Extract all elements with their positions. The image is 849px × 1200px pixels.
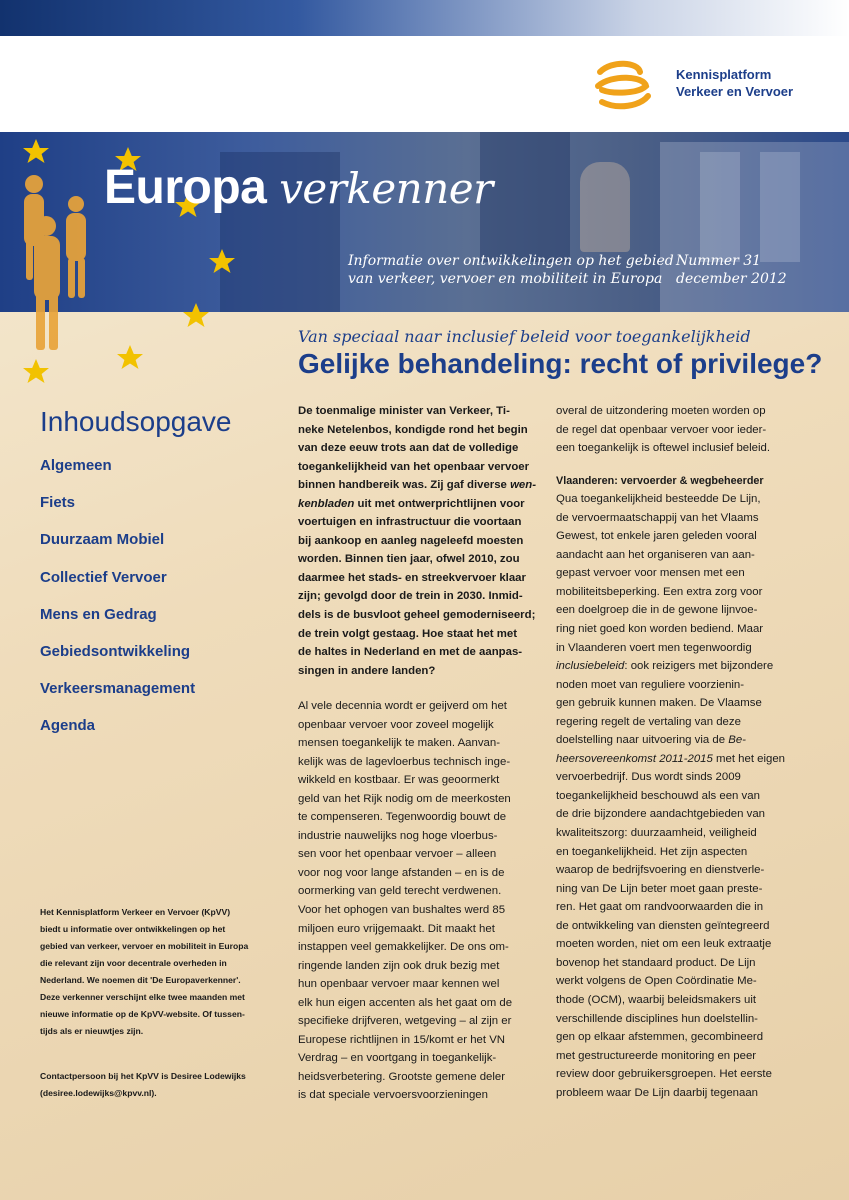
body-line: de ontwikkeling van diensten geïntegreerd	[556, 919, 770, 932]
body-line: inclusiebeleid: ook reizigers met bijzondere	[556, 660, 774, 673]
body-line: gepast vervoer voor mensen met een	[556, 567, 745, 580]
intro-line: De toenmalige minister van Verkeer, Ti-	[298, 405, 510, 417]
body-line: gen op elkaar afstemmen, gecombineerd	[556, 1031, 764, 1044]
body-line: industrie nauwelijks nog hoge vloerbus-	[298, 829, 498, 842]
toc-item-duurzaam-mobiel[interactable]: Duurzaam Mobiel	[40, 531, 165, 548]
body-line: toegankelijkheid beschouwd als een van	[556, 789, 760, 802]
body-line: hun openbaar vervoer maar kennen wel	[298, 978, 500, 991]
intro-line: kenbladen uit met ontwerprichtlijnen voor	[298, 497, 525, 510]
about-line: die relevant zijn voor decentrale overheden in	[40, 958, 227, 968]
emphasis: wen-	[510, 479, 537, 492]
emphasis: kenbladen	[298, 497, 355, 510]
body-line: mensen toegankelijk te maken. Aanvan-	[298, 737, 500, 750]
body-line: ren. Het gaat om randvoorwaarden die in	[556, 901, 764, 914]
about-line: Deze verkenner verschijnt elke twee maanden met	[40, 992, 245, 1002]
intro-line: worden. Binnen tien jaar, ofwel 2010, zou	[298, 553, 520, 566]
body-line: thode (OCM), waarbij beleidsmakers uit	[556, 993, 757, 1006]
body-line: kwaliteitszorg: duurzaamheid, veiligheid	[556, 827, 757, 840]
star-icon	[117, 345, 143, 369]
article-column-2	[556, 402, 816, 1102]
body-line: heersovereenkomst 2011-2015 met het eigen	[556, 752, 786, 765]
contact-email[interactable]: (desiree.lodewijks@kpvv.nl).	[40, 1088, 157, 1098]
article-intro	[298, 402, 538, 680]
intro-line: dels is de busvloot geheel gemoderniseerd;	[298, 609, 536, 622]
contact-info	[40, 1068, 285, 1102]
body-line: vervoerbedrijf. Dus wordt sinds 2009	[556, 771, 741, 784]
section-subheading: Vlaanderen: vervoerder & wegbeheerder	[556, 474, 764, 487]
issue-info	[676, 252, 787, 288]
toc-item-gebiedsontwikkeling[interactable]: Gebiedsontwikkeling	[40, 643, 191, 660]
subtitle	[348, 252, 674, 288]
body-line: werkt volgens de Open Coördinatie Me-	[556, 975, 757, 988]
star-icon	[209, 249, 235, 273]
body-line: een doelgroep die in de gewone lijnvoe-	[556, 604, 758, 617]
emphasis: inclusiebeleid	[556, 660, 625, 673]
toc-item-mens-en-gedrag[interactable]: Mens en Gedrag	[40, 606, 157, 623]
body-line: te compenseren. Tegenwoordig bouwt de	[298, 811, 507, 824]
toc-title: Inhoudsopgave	[40, 406, 232, 437]
toc-item-algemeen[interactable]: Algemeen	[40, 457, 112, 474]
body-line: aandacht aan het organiseren van aan-	[556, 548, 755, 561]
about-line: Het Kennisplatform Verkeer en Vervoer (KpVV)	[40, 907, 231, 917]
about-line: nieuwe informatie op de KpVV-website. Of tussen-	[40, 1009, 245, 1019]
body-line: Al vele decennia wordt er geijverd om het	[298, 700, 507, 712]
article-title: Gelijke behandeling: recht of privilege?	[298, 348, 823, 379]
intro-line: de haltes in Nederland en met de aanpas-	[298, 646, 523, 659]
body-line: Qua toegankelijkheid besteedde De Lijn,	[556, 493, 761, 506]
body-line: een toegankelijk is oftewel inclusief beleid.	[556, 442, 771, 455]
contact-line: Contactpersoon bij het KpVV is Desiree Lodewijks	[40, 1071, 246, 1081]
body-line: de vervoermaatschappij van het Vlaams	[556, 511, 759, 524]
body-line: specifieke drijfveren, wetgeving – al zijn er	[298, 1015, 512, 1028]
issue-date: december 2012	[676, 271, 787, 287]
brand-title	[104, 160, 493, 215]
body-line: is dat speciale vervoersvoorzieningen	[298, 1089, 488, 1102]
body-line: heidsverbetering. Grootste gemene deler	[298, 1070, 506, 1083]
intro-line: neke Netelenbos, kondigde rond het begin	[298, 423, 528, 436]
body-line: regering regelt de vertaling van deze	[556, 715, 741, 728]
body-line: wikkeld en kostbaar. Er was geoormerkt	[298, 774, 500, 787]
about-line: tijds als er nieuwtjes zijn.	[40, 1026, 144, 1036]
body-line: miljoen euro vrijgemaakt. Dit maakt het	[298, 922, 495, 935]
brand-italic: verkenner	[279, 164, 493, 213]
toc-item-verkeersmanagement[interactable]: Verkeersmanagement	[40, 680, 196, 697]
body-line: met gestructureerde monitoring en peer	[556, 1049, 757, 1062]
body-line: Europese richtlijnen in 15/komt er het VN	[298, 1033, 506, 1046]
about-line: gebied van verkeer, vervoer en mobiliteit in Europa	[40, 941, 249, 951]
body-line: mobiliteitsbeperking. Een extra zorg voor	[556, 585, 763, 598]
intro-line: singen in andere landen?	[298, 664, 436, 677]
body-line: doelstelling naar uitvoering via de Be-	[556, 734, 746, 747]
toc-item-collectief-vervoer[interactable]: Collectief Vervoer	[40, 569, 167, 586]
body-line: oormerking van geld terecht verdwenen.	[298, 885, 502, 898]
body-line: overal de uitzondering moeten worden op	[556, 405, 766, 417]
about-line: biedt u informatie over ontwikkelingen op het	[40, 924, 226, 934]
body-line: Verdrag – en voortgang in toegankelijk-	[298, 1052, 497, 1065]
body-line: kelijk was de lagevloerbus technisch inge-	[298, 755, 511, 768]
subtitle-line2: van verkeer, vervoer en mobiliteit in Europa	[348, 271, 663, 287]
intro-line: toegankelijkheid van het openbaar vervoer	[298, 460, 530, 473]
body-line: noden moet van reguliere voorzienin-	[556, 678, 745, 691]
intro-line: zijn; gevolgd door de trein in 2030. Inmid-	[298, 590, 523, 603]
body-line: gen gebruik kunnen maken. De Vlaamse	[556, 697, 762, 710]
body-line: probleem waar De Lijn daarbij tegenaan	[556, 1086, 758, 1099]
article-kicker: Van speciaal naar inclusief beleid voor toegankelijkheid	[298, 327, 751, 346]
star-icon	[183, 303, 209, 327]
body-line: ning van De Lijn beter moet gaan preste-	[556, 882, 763, 895]
intro-line: binnen handbereik was. Zij gaf diverse wen-	[298, 479, 537, 492]
subtitle-line1: Informatie over ontwikkelingen op het gebied	[348, 253, 674, 269]
org-name-line1: Kennisplatform	[676, 67, 772, 82]
body-line: moeten worden, niet om een leuk extraatje	[556, 938, 772, 951]
star-icon	[23, 359, 49, 383]
body-line: voor nog voor lange afstanden – en is de	[298, 866, 505, 879]
intro-line: bij aankoop en aanleg nageleefd moesten	[298, 534, 524, 547]
body-line: openbaar vervoer voor zoveel mogelijk	[298, 718, 494, 731]
top-gradient-bar	[0, 0, 849, 36]
article-column-1	[298, 697, 538, 1105]
body-line: waarop de bedrijfsvoering en dienstverle-	[556, 864, 765, 877]
body-line: elk hun eigen accenten als het gaat om de	[298, 996, 513, 1009]
intro-line: van deze eeuw trots aan dat de volledige	[298, 442, 519, 455]
about-kpvv	[40, 904, 285, 1040]
intro-line: daarmee het stads- en streekvervoer klaar	[298, 571, 526, 584]
body-line: bovenop het standaard product. De Lijn	[556, 956, 756, 969]
issue-number: Nummer 31	[676, 253, 762, 269]
body-line: sen voor het openbaar vervoer – alleen	[298, 848, 497, 861]
body-line: Voor het ophogen van bushaltes werd 85	[298, 904, 506, 917]
star-icon	[23, 139, 49, 163]
brand-main: Europa	[104, 161, 267, 214]
body-line: verschillende disciplines hun doelstellin-	[556, 1012, 758, 1025]
body-line: de regel dat openbaar vervoer voor ieder-	[556, 423, 767, 436]
intro-line: de trein volgt gestaag. Hoe staat het met	[298, 627, 518, 640]
body-line: de drie bijzondere aandachtgebieden van	[556, 808, 765, 821]
body-line: en toegankelijkheid. Het zijn aspecten	[556, 845, 748, 858]
org-name-line2: Verkeer en Vervoer	[676, 84, 794, 99]
body-line: review door gebruikersgroepen. Het eerste	[556, 1068, 772, 1081]
kpvv-logo-icon	[594, 58, 654, 114]
emphasis: heersovereenkomst 2011-2015	[556, 752, 713, 765]
body-line: Gewest, tot enkele jaren geleden vooral	[556, 530, 757, 543]
toc-item-fiets[interactable]: Fiets	[40, 494, 76, 511]
body-line: geld van het Rijk nodig om de meerkosten	[298, 792, 511, 805]
family-figures-icon	[12, 170, 102, 360]
toc-item-agenda[interactable]: Agenda	[40, 717, 96, 734]
emphasis: Be-	[728, 734, 746, 747]
body-line: ringende landen zijn ook druk bezig met	[298, 959, 500, 972]
body-line: in Vlaanderen voert men tegenwoordig	[556, 641, 752, 654]
intro-line: voertuigen en infrastructuur die voortaan	[298, 516, 522, 529]
about-line: Nederland. We noemen dit 'De Europaverkenner'.	[40, 975, 241, 985]
body-line: ring niet goed kon worden bediend. Maar	[556, 623, 764, 636]
body-line: instappen veel gemakkelijker. De ons om-	[298, 941, 509, 954]
